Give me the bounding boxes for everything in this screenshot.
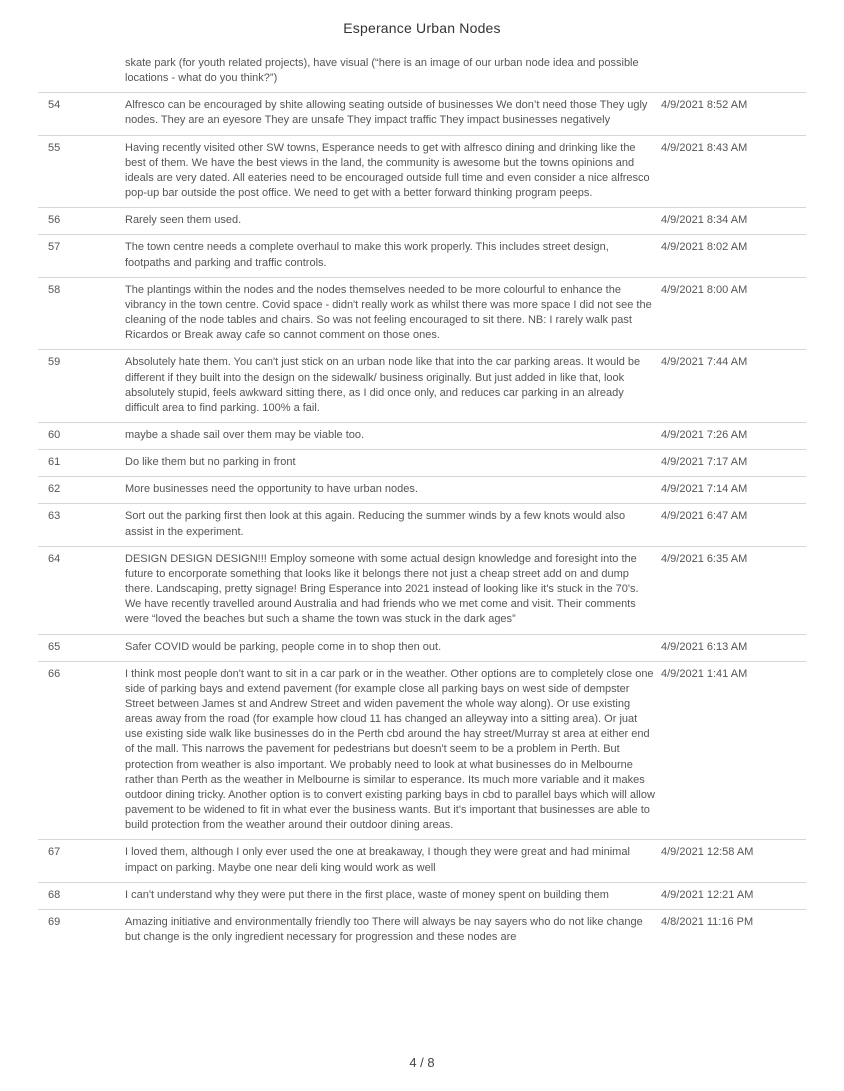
table-row: [38, 477, 806, 504]
response-number: 63: [48, 510, 61, 523]
response-text: maybe a shade sail over them may be viable too.: [125, 428, 365, 441]
response-number: 69: [48, 915, 61, 928]
page-indicator: 4 / 8: [409, 1055, 435, 1070]
table-row: [38, 93, 806, 135]
response-number: 59: [48, 356, 61, 369]
response-number: 67: [48, 846, 61, 859]
table-row: [38, 54, 806, 93]
response-date: 4/9/2021 7:26 AM: [661, 428, 748, 441]
table-row: [38, 136, 806, 209]
table-row: [38, 235, 806, 277]
response-text: I can't understand why they were put there in the first place, waste of money spent on building them: [125, 888, 609, 901]
response-date: 4/9/2021 6:35 AM: [661, 552, 748, 565]
response-date: 4/9/2021 1:41 AM: [661, 667, 748, 680]
response-number: 68: [48, 888, 61, 901]
response-date: 4/9/2021 6:47 AM: [661, 510, 748, 523]
table-row: [38, 423, 806, 450]
table-row: [38, 662, 806, 841]
response-number: 55: [48, 141, 61, 154]
response-date: 4/9/2021 8:00 AM: [661, 283, 748, 296]
responses-table: [38, 54, 806, 951]
response-text: skate park (for youth related projects), have visual (“here is an image of our urban node idea and possible locations - what do you think?”): [125, 57, 639, 85]
table-row: [38, 840, 806, 882]
table-row: [38, 910, 806, 951]
response-text: Rarely seen them used.: [125, 214, 242, 227]
response-text: The town centre needs a complete overhaul to make this work properly. This includes street design, footpaths and parking and traffic controls.: [125, 241, 609, 269]
response-date: 4/9/2021 7:14 AM: [661, 483, 748, 496]
table-row: [38, 547, 806, 635]
response-number: 61: [48, 456, 61, 469]
table-row: [38, 635, 806, 662]
response-date: 4/9/2021 8:02 AM: [661, 241, 748, 254]
response-date: 4/9/2021 8:43 AM: [661, 141, 748, 154]
response-text: Amazing initiative and environmentally friendly too There will always be nay sayers who do not like change but change is the only ingredient necessary for progression and these nodes are: [125, 915, 643, 944]
response-number: 54: [48, 99, 61, 112]
response-date: 4/9/2021 12:58 AM: [661, 846, 754, 859]
response-text: Absolutely hate them. You can't just stick on an urban node like that into the car parking areas. It would be different if they built into the design on the sidewalk/ business originally. But just added in like that, look absolutely stupid, feels awkward sitting there, as I did once only, and reduces car parking in an already difficult area to find parking. 100% a fail.: [125, 356, 641, 414]
response-date: 4/9/2021 7:44 AM: [661, 356, 748, 369]
response-number: 58: [48, 283, 61, 296]
response-number: 64: [48, 552, 61, 565]
response-number: 65: [48, 640, 61, 653]
table-row: [38, 504, 806, 546]
table-row: [38, 278, 806, 351]
response-text: Safer COVID would be parking, people come in to shop then out.: [125, 640, 442, 653]
response-number: 57: [48, 241, 61, 254]
table-row: [38, 450, 806, 477]
response-number: 66: [48, 667, 61, 680]
response-text: Do like them but no parking in front: [125, 456, 296, 469]
response-text: DESIGN DESIGN DESIGN!!! Employ someone with some actual design knowledge and foresight into the future to encorporate something that looks like it belongs there not just a cheap street add on and dump there. Landscaping, pretty signage! Bring Esperance into 2021 instead of looking like it's stuck in the 70's. We have recently travelled around Australia and had friends who we met come and visit. Their comments were “loved the beaches but such a shame the town was stuck in the dark ages”: [125, 552, 639, 626]
response-date: 4/9/2021 8:34 AM: [661, 214, 748, 227]
response-date: 4/9/2021 8:52 AM: [661, 99, 748, 112]
response-text: I loved them, although I only ever used the one at breakaway, I though they were great and had minimal impact on parking. Maybe one near deli king would work as well: [125, 846, 630, 874]
response-text: Having recently visited other SW towns, Esperance needs to get with alfresco dining and drinking like the best of them. We have the best views in the land, the community is awesome but the towns opinions and ideals are very dated. All eateries need to be encouraged outside full time and even consider a nice alfresco pop-up bar outside the post office. We need to get with a better forward thinking program peeps.: [125, 141, 650, 200]
table-row: [38, 208, 806, 235]
response-date: 4/9/2021 7:17 AM: [661, 456, 748, 469]
response-date: 4/9/2021 12:21 AM: [661, 888, 754, 901]
response-text: The plantings within the nodes and the nodes themselves needed to be more colourful to enhance the vibrancy in the town centre. Covid space - didn't really work as whilst there was more space I did not see the cleaning of the node tables and chairs. So was not feeling encouraged to sit there. NB: I rarely walk past Ricardos or Break away cafe so cannot comment on those ones.: [125, 283, 652, 342]
response-date: 4/9/2021 6:13 AM: [661, 640, 748, 653]
response-number: 56: [48, 214, 61, 227]
response-number: 62: [48, 483, 61, 496]
response-text: More businesses need the opportunity to have urban nodes.: [125, 483, 418, 496]
response-date: 4/8/2021 11:16 PM: [661, 915, 754, 928]
table-row: [38, 883, 806, 910]
table-row: [38, 350, 806, 423]
response-text: I think most people don't want to sit in a car park or in the weather. Other options are to completely close one side of parking bays and extend pavement (for example close all parking bays on west side of dempster Street between James st and Andrew Street and widen pavement the whole way along). Or use existing areas away from the road (for example how cloud 11 has changed an alleyway into a sitting area). Or juat use existing side walk like businesses do in the Perth cbd around the hay street/Murray st area at either end of the mall. This narrows the pavement for pedestrians but doesn't seem to be a problem in Perth. But protection from weather is also important. We probably need to look at what businesses do in Melbourne rather than Perth as the weather in Melbourne is similar to esperance. Its much more variable and it makes outdoor dining tricky. Another option is to convert existing parking bays in cbd to parallel bays which will allow pavement to be widened to fit in what ever the business wants. But it's important that businesses are able to build protection from the weather around their outdoor dining areas.: [125, 667, 655, 832]
response-number: 60: [48, 428, 61, 441]
response-text: Sort out the parking first then look at this again. Reducing the summer winds by a few knots would also assist in the experiment.: [125, 510, 626, 538]
page-title: Esperance Urban Nodes: [343, 20, 501, 36]
response-text: Alfresco can be encouraged by shite allowing seating outside of businesses We don’t need those They ugly nodes. They are an eyesore They are unsafe They impact traffic They impact businesses negatively: [125, 99, 648, 127]
